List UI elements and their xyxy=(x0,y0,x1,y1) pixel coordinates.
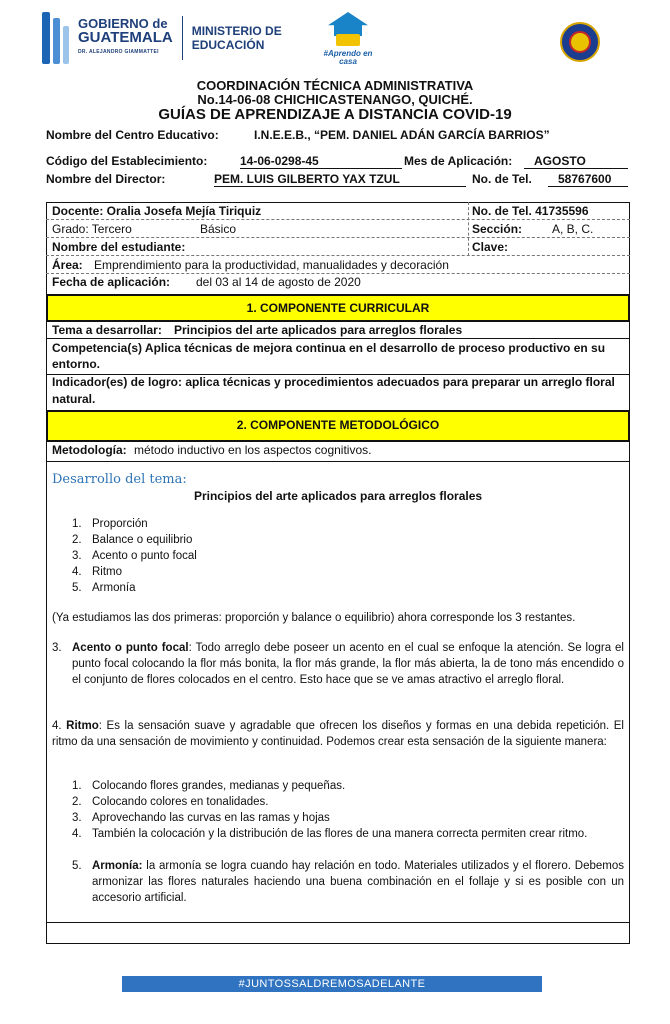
ritmo-item xyxy=(72,794,624,810)
ritmo-item-number: 4. xyxy=(72,828,82,840)
row-divider xyxy=(46,922,630,923)
ritmo-item-text: Aprovechando las curvas en las ramas y hojas xyxy=(92,812,330,824)
principle-item-number: 5. xyxy=(72,582,82,594)
desarrollo-heading: Desarrollo del tema: xyxy=(52,472,187,487)
ritmo-item-number: 1. xyxy=(72,780,82,792)
acento-text: : Todo arreglo debe poseer un acento en el cual se enfoque la atención. Se logra el punto focal colocando la flor más bonita, la flor más grande, la flor más abierta, la de tono más encendido o el conjunto de flores colocados en el centro. Esto hace que se ve amas atractivo el arreglo floral. xyxy=(72,642,624,686)
indicador-text: Indicador(es) de logro: aplica técnicas y procedimientos adecuados para preparar un arreglo floral natural. xyxy=(52,375,615,406)
table-column-divider xyxy=(468,202,469,256)
grado-text: Grado: Tercero xyxy=(52,222,132,236)
numero-title: No.14-06-08 CHICHICASTENANGO, QUICHÉ. xyxy=(197,92,473,107)
componente-metodologico-header: 2. COMPONENTE METODOLÓGICO xyxy=(46,410,630,442)
acento-paragraph xyxy=(52,640,624,688)
aprendo-en-casa-logo xyxy=(322,12,374,66)
tema-value: Principios del arte aplicados para arreglos florales xyxy=(174,323,463,337)
ritmo-item-number: 3. xyxy=(72,812,82,824)
codigo-label: Código del Establecimiento: xyxy=(46,154,208,168)
estudiante-label: Nombre del estudiante: xyxy=(52,240,186,254)
coordinacion-title: COORDINACIÓN TÉCNICA ADMINISTRATIVA xyxy=(196,78,474,93)
ritmo-item-text: También la colocación y la distribución de las flores de una manera correcta permiten crear ritmo. xyxy=(92,828,588,840)
principle-item xyxy=(72,580,197,596)
docente-row xyxy=(46,202,630,220)
componente-curricular-header: 1. COMPONENTE CURRICULAR xyxy=(46,294,630,322)
gob-line3: DR. ALEJANDRO GIAMMATTEI xyxy=(78,49,159,55)
ritmo-text: : Es la sensación suave y agradable que ofrecen los diseños y formas en una debida repetición. El ritmo da una sensación de movimiento y continuidad. Podemos crear esta sensación de la siguiente manera: xyxy=(52,720,624,748)
guias-title: GUÍAS DE APRENDIZAJE A DISTANCIA COVID-19 xyxy=(158,106,512,123)
gob-line2: GUATEMALA xyxy=(78,29,173,46)
metodologia-value: método inductivo en los aspectos cognitivos. xyxy=(134,443,372,457)
ritmo-num: 4. xyxy=(52,720,62,732)
ritmo-item xyxy=(72,810,624,826)
ritmo-item-text: Colocando colores en tonalidades. xyxy=(92,796,269,808)
clave-label: Clave: xyxy=(472,240,509,254)
docente-text: Docente: Oralia Josefa Mejía Tiriquiz xyxy=(52,204,262,218)
principle-item-number: 3. xyxy=(72,550,82,562)
gob-line1: GOBIERNO de xyxy=(78,16,168,31)
area-label: Área: xyxy=(52,258,83,272)
competencia-text: Competencia(s) Aplica técnicas de mejora continua en el desarrollo de proceso productivo en su entorno. xyxy=(52,341,606,371)
ritmo-list xyxy=(72,778,624,842)
fecha-value: del 03 al 14 de agosto de 2020 xyxy=(196,275,361,289)
ritmo-title: Ritmo xyxy=(66,720,99,732)
seccion-label: Sección: xyxy=(472,222,523,236)
codigo-value: 14-06-0298-45 xyxy=(240,154,402,169)
acento-title: Acento o punto focal xyxy=(72,642,189,654)
centro-value: I.N.E.E.B., “PEM. DANIEL ADÁN GARCÍA BARRIOS” xyxy=(254,128,550,142)
principle-item-number: 2. xyxy=(72,534,82,546)
armonia-title: Armonía: xyxy=(92,860,143,872)
grado-row xyxy=(46,220,630,238)
tel-label: No. de Tel. xyxy=(472,172,532,186)
principle-item-number: 4. xyxy=(72,566,82,578)
ritmo-item xyxy=(72,826,624,842)
ritmo-paragraph xyxy=(52,718,624,750)
principles-list xyxy=(72,516,197,596)
fecha-label: Fecha de aplicación: xyxy=(52,275,171,289)
tema-row xyxy=(46,322,630,338)
principle-item xyxy=(72,564,197,580)
ministerio-line1: MINISTERIO DE xyxy=(191,24,282,38)
ritmo-item xyxy=(72,778,624,794)
mes-label: Mes de Aplicación: xyxy=(404,154,513,168)
centro-label: Nombre del Centro Educativo: xyxy=(46,128,219,142)
principle-item xyxy=(72,532,197,548)
ritmo-item-number: 2. xyxy=(72,796,82,808)
area-value: Emprendimiento para la productividad, manualidades y decoración xyxy=(94,258,449,272)
acento-num: 3. xyxy=(52,642,62,654)
principle-item-text: Ritmo xyxy=(92,566,123,578)
mes-value: AGOSTO xyxy=(524,154,628,169)
metodologia-label: Metodología: xyxy=(52,443,127,457)
note-text: (Ya estudiamos las dos primeras: proporción y balance o equilibrio) ahora corresponde los 3 restantes. xyxy=(52,612,576,624)
logo-divider xyxy=(182,16,183,60)
ritmo-item-text: Colocando flores grandes, medianas y pequeñas. xyxy=(92,780,346,792)
armonia-text: la armonía se logra cuando hay relación en todo. Materiales utilizados y el florero. Debemos armonizar las flores naturales haciendo una buena combinación en el follaje y si es posible con un accesorio artificial. xyxy=(92,860,624,904)
seccion-value: A, B, C. xyxy=(552,222,594,236)
director-label: Nombre del Director: xyxy=(46,172,166,186)
desarrollo-subtitle: Principios del arte aplicados para arreglos florales xyxy=(193,489,483,503)
page-header xyxy=(0,0,670,75)
director-value: PEM. LUIS GILBERTO YAX TZUL xyxy=(214,172,466,187)
principle-item-text: Armonía xyxy=(92,582,136,594)
principle-item-text: Proporción xyxy=(92,518,148,530)
juntos-banner: #JUNTOSSALDREMOSADELANTE xyxy=(122,976,542,992)
armonia-num: 5. xyxy=(72,860,82,872)
house-icon xyxy=(328,12,368,36)
armonia-paragraph xyxy=(72,858,624,906)
ministerio-line2: EDUCACIÓN xyxy=(191,38,265,52)
aprendo-text: #Aprendo en casa xyxy=(323,49,373,66)
fecha-row xyxy=(46,274,630,292)
principle-item-number: 1. xyxy=(72,518,82,530)
principle-item xyxy=(72,548,197,564)
area-row xyxy=(46,256,630,274)
principle-item xyxy=(72,516,197,532)
principle-item-text: Balance o equilibrio xyxy=(92,534,193,546)
row-divider xyxy=(46,461,630,462)
estudiante-row xyxy=(46,238,630,256)
gobierno-logo xyxy=(42,12,282,64)
guatemala-flag-icon xyxy=(42,12,70,64)
book-icon xyxy=(336,34,360,46)
grado-nivel: Básico xyxy=(200,222,237,236)
school-seal-icon xyxy=(560,22,600,62)
tema-label: Tema a desarrollar: xyxy=(52,323,162,337)
tel-value: 58767600 xyxy=(548,172,628,187)
row-divider xyxy=(46,338,630,339)
principle-item-text: Acento o punto focal xyxy=(92,550,197,562)
metodologia-row xyxy=(46,442,630,460)
docente-tel: No. de Tel. 41735596 xyxy=(472,204,589,218)
